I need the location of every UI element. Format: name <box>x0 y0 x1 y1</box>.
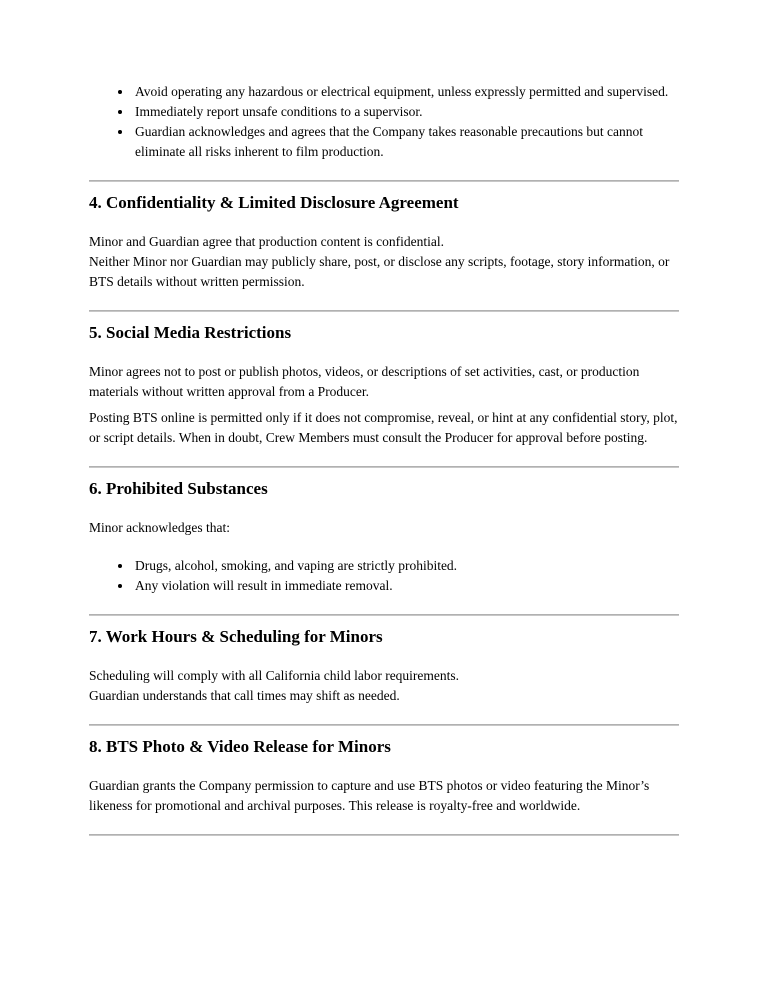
section-heading: 8. BTS Photo & Video Release for Minors <box>89 737 391 756</box>
section-social-media <box>89 322 679 448</box>
paragraph: Posting BTS online is permitted only if it does not compromise, reveal, or hint at any confidential story, plot, or script details. When in doubt, Crew Members must consult the Producer for approval before posting. <box>89 410 678 445</box>
list-item: • Guardian acknowledges and agrees that the Company takes reasonable precautions but cannot eliminate all risks inherent to film production. <box>133 122 679 162</box>
horizontal-rule-divider <box>89 180 679 182</box>
section-work-hours <box>89 626 679 706</box>
list-item: • Avoid operating any hazardous or electrical equipment, unless expressly permitted and supervised. <box>133 82 679 102</box>
horizontal-rule-divider <box>89 834 679 836</box>
paragraph: Minor acknowledges that: <box>89 520 230 535</box>
horizontal-rule-divider <box>89 724 679 726</box>
safety-bullet-list <box>89 82 679 162</box>
list-item: • Any violation will result in immediate removal. <box>133 576 679 596</box>
section-photo-video-release <box>89 736 679 816</box>
document-content <box>89 82 679 836</box>
paragraph: Scheduling will comply with all California child labor requirements. Guardian understands that call times may shift as needed. <box>89 668 460 703</box>
section-heading: 4. Confidentiality & Limited Disclosure Agreement <box>89 193 459 212</box>
paragraph: Minor and Guardian agree that production content is confidential. Neither Minor nor Guardian may publicly share, post, or disclose any scripts, footage, story information, or BTS details without written permission. <box>89 234 670 289</box>
horizontal-rule-divider <box>89 614 679 616</box>
list-item: • Drugs, alcohol, smoking, and vaping are strictly prohibited. <box>133 556 679 576</box>
section-prohibited-substances <box>89 478 679 596</box>
horizontal-rule-divider <box>89 466 679 468</box>
list-item: • Immediately report unsafe conditions to a supervisor. <box>133 102 679 122</box>
section-heading: 7. Work Hours & Scheduling for Minors <box>89 627 383 646</box>
section-heading: 6. Prohibited Substances <box>89 479 268 498</box>
paragraph: Minor agrees not to post or publish photos, videos, or descriptions of set activities, cast, or production materials without written approval from a Producer. <box>89 364 640 399</box>
paragraph: Guardian grants the Company permission to capture and use BTS photos or video featuring the Minor’s likeness for promotional and archival purposes. This release is royalty-free and worldwide. <box>89 778 650 813</box>
horizontal-rule-divider <box>89 310 679 312</box>
section-heading: 5. Social Media Restrictions <box>89 323 292 342</box>
prohibited-substances-bullet-list <box>89 556 679 596</box>
section-confidentiality <box>89 192 679 292</box>
